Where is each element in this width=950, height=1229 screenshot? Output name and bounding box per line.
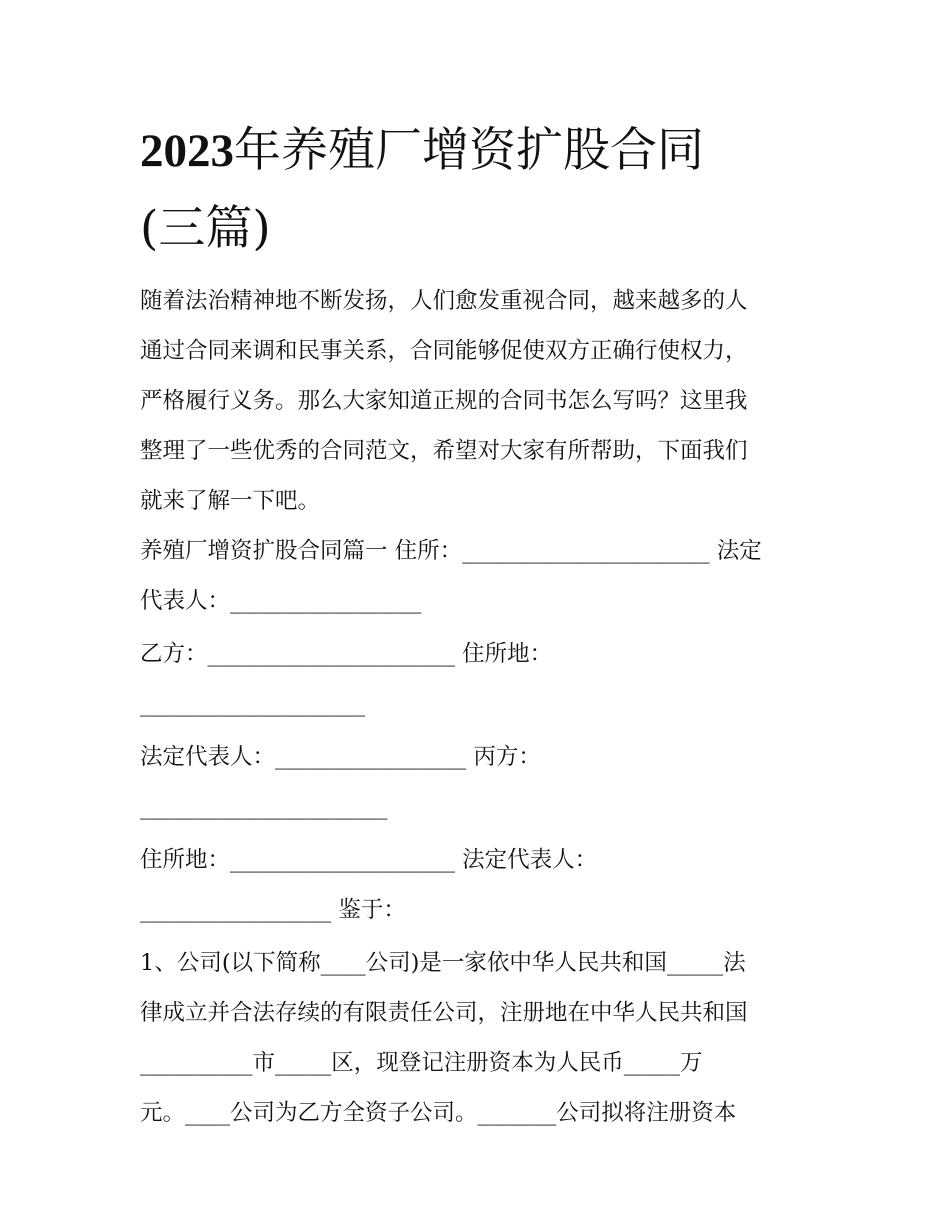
- body-line: 就来了解一下吧。: [140, 488, 321, 514]
- document-title: [140, 112, 820, 268]
- body-line: 住所地：____________________ 法定代表人：: [140, 847, 598, 873]
- body-line: 律成立并合法存续的有限责任公司，注册地在中华人民共和国: [140, 1000, 748, 1026]
- title-year: 2023: [140, 125, 234, 177]
- document-body: [140, 276, 812, 1138]
- body-line: ______________________: [140, 794, 388, 820]
- title-text: 年养殖厂增资扩股合同: [234, 123, 704, 178]
- body-line: 1、公司(以下简称____公司)是一家依中华人民共和国_____法: [140, 950, 746, 976]
- body-line: 严格履行义务。那么大家知道正规的合同书怎么写吗？这里我: [140, 388, 748, 414]
- body-line: 整理了一些优秀的合同范文，希望对大家有所帮助，下面我们: [140, 438, 748, 464]
- body-line: ____________________: [140, 691, 365, 717]
- body-line: 元。____公司为乙方全资子公司。_______公司拟将注册资本: [140, 1100, 737, 1126]
- body-line: 乙方：______________________ 住所地：: [140, 641, 553, 667]
- body-line: 代表人：_________________: [140, 588, 422, 614]
- title-subtitle: (三篇): [140, 201, 271, 256]
- body-line: 养殖厂增资扩股合同篇一 住所：______________________ 法定: [140, 538, 762, 564]
- body-line: 随着法治精神地不断发扬，人们愈发重视合同，越来越多的人: [140, 288, 748, 314]
- body-line: __________市_____区，现登记注册资本为人民币_____万: [140, 1050, 703, 1076]
- body-line: 通过合同来调和民事关系，合同能够促使双方正确行使权力，: [140, 338, 748, 364]
- body-line: _________________ 鉴于：: [140, 897, 406, 923]
- body-line: 法定代表人：_________________ 丙方：: [140, 744, 541, 770]
